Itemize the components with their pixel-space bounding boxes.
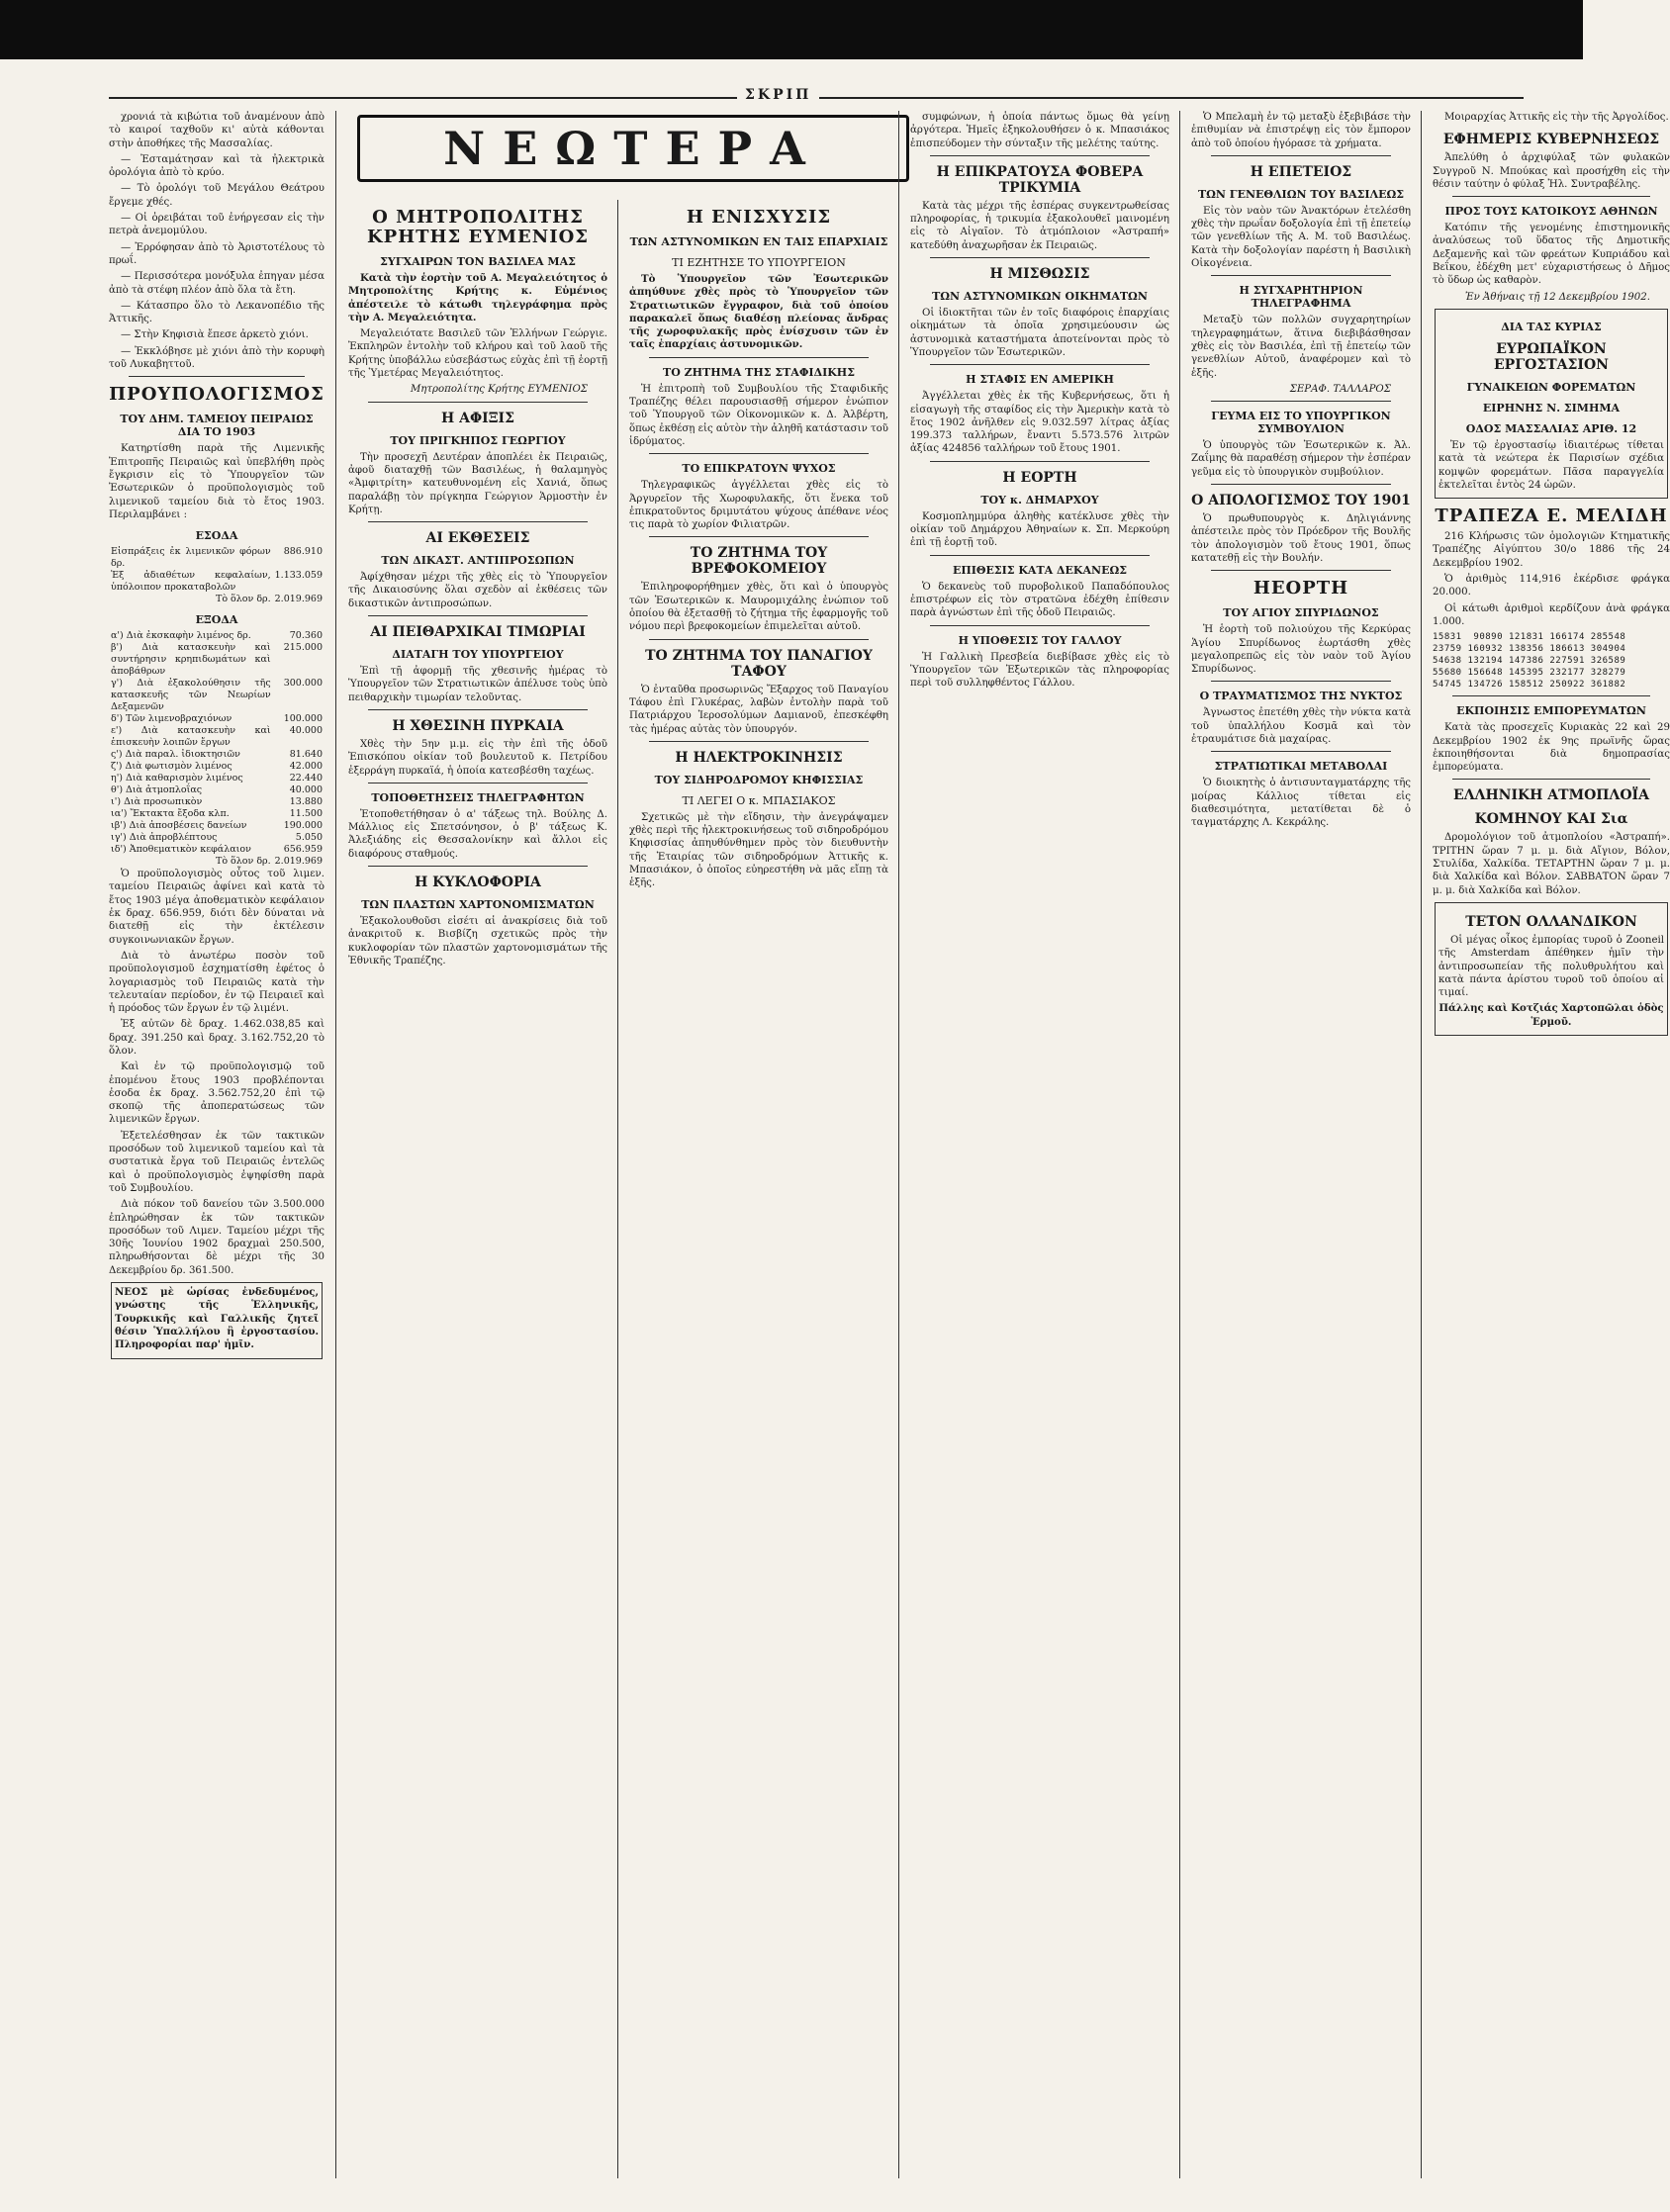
article-paragraph: Ἡ Γαλλικὴ Πρεσβεία διεβίβασε χθὲς εἰς τὸ Ὑπουργεῖον τῶν Ἐξωτερικῶν τὰς πληροφορίας περὶ τοῦ συλληφθέντος Γάλλου. (910, 651, 1169, 690)
divider (649, 536, 869, 537)
row-label: Ἐξ ἀδιαθέτων κεφαλαίων, ὑπόλοιπον προκαταβολῶν (111, 570, 271, 594)
article-headline: ΤΟ ΖΗΤΗΜΑ ΤΗΣ ΣΤΑΦΙΔΙΚΗΣ (663, 365, 855, 379)
row-label: ιβ') Διὰ ἀποσβέσεις δανείων (111, 820, 247, 832)
intro-line: — Τὸ ὀρολόγι τοῦ Μεγάλου Θεάτρου ἔργεμε χθές. (109, 183, 325, 208)
ad-body: Οἱ μέγας οἶκος ἐμπορίας τυροῦ ὁ Zooneil τῆς Amsterdam ἀπέθηκεν ἡμῖν τὴν ἀντιπροσωπείαν τῆς πολυθρυλήτου καὶ κατὰ πάντα ἀρίστου τυροῦ τοῦ ὁποίου αἱ τιμαί. (1438, 934, 1664, 999)
article-paragraph: Ἐτοποθετήθησαν ὁ α' τάξεως τηλ. Βούλης Δ. Μάλλιος εἰς Σπετσόνησον, ὁ β' τάξεως Κ. Ἀλεξιάδης εἰς Θεσσαλονίκην καὶ ἄλλοι εἰς διαφόρους σταθμούς. (348, 808, 607, 860)
row-value: 40.000 (289, 725, 323, 737)
article-subhead: ΤΩΝ ΔΙΚΑΣΤ. ΑΝΤΙΠΡΟΣΩΠΩΝ (381, 554, 575, 568)
article-paragraph: Κατὰ τὰς μέχρι τῆς ἑσπέρας συγκεντρωθείσας πληροφορίας, ἡ τρικυμία ἐξακολουθεῖ μαινομένη εἰς τὸ Αἰγαῖον. Τὸ ἀτμόπλοιον «Ἀστραπή» κατεδύθη ἀναχωρῆσαν ἐκ Πειραιῶς. (910, 200, 1169, 251)
table-row (109, 784, 325, 796)
article-paragraph: Τὴν προσεχῆ Δευτέραν ἀποπλέει ἐκ Πειραιῶς, ἀφοῦ διαταχθῇ τῶν Βασιλέως, ἡ θαλαμηγὸς «Ἀμφιτρίτη» κατευθυνομένη εἰς Χανιά, ὅπως παραλάβῃ τὸν πρίγκηπα Γεώργιον Ἁρμοστὴν ἐν Κρήτῃ. (348, 451, 607, 515)
column-rule (617, 200, 618, 2178)
table-row (109, 844, 325, 856)
article-headline: ΠΡΟΣ ΤΟΥΣ ΚΑΤΟΙΚΟΥΣ ΑΘΗΝΩΝ (1444, 205, 1658, 219)
newspaper-page (109, 111, 1670, 2178)
article-headline: Η ΕΟΡΤΗ (1002, 469, 1077, 486)
article-paragraph: Ἡ ἐπιτροπὴ τοῦ Συμβουλίου τῆς Σταφιδικῆς Τραπέζης θέλει παρουσιασθῇ σήμερον ἐνώπιον τοῦ Ὑπουργοῦ τῶν Οἰκονομικῶν κ. Δ. Ἀλβέρτη, ὅπως ἐκθέσῃ εἰς αὐτὸν τὴν ἀληθῆ κατάστασιν τοῦ ἱδρύματος. (629, 383, 888, 447)
article-paragraph: Ὁ ἐνταῦθα προσωρινῶς Ἔξαρχος τοῦ Παναγίου Τάφου ἐπὶ Γλυκέρας, λαβὼν ἐντολὴν παρὰ τοῦ Πατριάρχου Ἱεροσολύμων Δαμιανοῦ, ἐπεσκέφθη τὰς ἡμέρας αὐτὰς τὸν ὑπουργόν. (629, 684, 888, 735)
article-headline: ΤΟ ΖΗΤΗΜΑ ΤΟΥ ΒΡΕΦΟΚΟΜΕΙΟΥ (690, 545, 828, 578)
article-paragraph: Ἐξετελέσθησαν ἐκ τῶν τακτικῶν προσόδων τοῦ λιμενικοῦ ταμείου καὶ τὰ συστατικὰ ἔργα τοῦ Πειραιῶς ἐντελῶς καὶ ὁ προϋπολογισμὸς ἐψηφίσθη παρὰ τοῦ Συμβουλίου. (109, 1130, 325, 1194)
row-value: 2.019.969 (274, 856, 323, 868)
intro-block (109, 111, 325, 371)
article-subhead: ΤΩΝ ΠΛΑΣΤΩΝ ΧΑΡΤΟΝΟΜΙΣΜΑΤΩΝ (361, 898, 595, 912)
row-value: 42.000 (289, 761, 323, 773)
row-label: ε') Διὰ κατασκευὴν καὶ ἐπισκευὴν λοιπῶν ἔργων (111, 725, 271, 749)
article-paragraph: Οἱ κάτωθι ἀριθμοὶ κερδίζουν ἀνὰ φράγκα 1.000. (1433, 602, 1670, 627)
table-row (109, 594, 325, 605)
article-headline: Ο ΑΠΟΛΟΓΙΣΜΟΣ ΤΟΥ 1901 (1191, 493, 1411, 509)
income-heading: ΕΣΟΔΑ (195, 529, 238, 543)
table-row (109, 570, 325, 594)
article-paragraph: Ἐξ αὐτῶν δὲ δραχ. 1.462.038,85 καὶ δραχ. 391.250 καὶ δραχ. 3.162.752,20 τὸ ὅλον. (109, 1019, 325, 1057)
divider (649, 453, 869, 454)
article-subhead: ΣΥΓΧΑΙΡΩΝ ΤΟΝ ΒΑΣΙΛΕΑ ΜΑΣ (380, 255, 576, 268)
row-label: ι') Διὰ προσωπικὸν (111, 796, 203, 808)
divider (930, 257, 1150, 258)
column-4 (910, 111, 1169, 2178)
article-paragraph: Οἱ ἰδιοκτῆται τῶν ἐν τοῖς διαφόροις ἐπαρχίαις οἰκημάτων τὰ ὁποῖα χρησιμεύουσιν ὡς ἀστυνομικὰ καταστήματα ἀποτείνονται πρὸς τὸ Ὑπουργεῖον τῶν Ἐσωτερικῶν. (910, 308, 1169, 358)
article-paragraph: Ἐπὶ τῇ ἀφορμῇ τῆς χθεσινῆς ἡμέρας τὸ Ὑπουργεῖον τῶν Στρατιωτικῶν ἀπέλυσε τοὺς ὑπὸ πειθαρχικὴν τιμωρίαν τελοῦντας. (348, 666, 607, 703)
article-paragraph: Ἡ ἑορτὴ τοῦ πολιούχου τῆς Κερκύρας Ἁγίου Σπυρίδωνος ἑωρτάσθη χθὲς μεγαλοπρεπῶς εἰς τὸν ναὸν τοῦ Ἁγίου Σπυρίδωνος. (1191, 624, 1411, 676)
ad-title: ΤΕΤΟΝ ΟΛΛΑΝΔΙΚΟΝ (1465, 913, 1637, 930)
article-headline: ΕΠΙΘΕΣΙΣ ΚΑΤΑ ΔΕΚΑΝΕΩΣ (952, 563, 1128, 577)
article-paragraph: Ὁ διοικητὴς ὁ ἀντισυνταγματάρχης τῆς μοίρας Κάλλιος τίθεται εἰς διαθεσιμότητα, μετατίθεται δὲ ὁ ταγματάρχης Λ. Κεκράλης. (1191, 778, 1411, 829)
advertisement (1435, 309, 1668, 499)
article-headline: ΑΙ ΕΚΘΕΣΕΙΣ (425, 530, 530, 547)
running-head (0, 87, 1583, 103)
intro-line: — Κάτασπρο ὅλο τὸ Λεκανοπέδιο τῆς Ἀττικῆς. (109, 300, 325, 325)
article-headline: ΤΟΠΟΘΕΤΗΣΕΙΣ ΤΗΛΕΓΡΑΦΗΤΩΝ (371, 790, 585, 804)
ad-body: Ἐν τῷ ἐργοστασίῳ ἰδιαιτέρως τίθεται κατὰ τὰ νεώτερα ἐκ Παρισίων σχέδια κομψῶν φορεμάτων. Πᾶσα παραγγελία ἐκτελεῖται ἐντὸς 24 ὡρῶν. (1438, 439, 1664, 491)
article-paragraph: Ὁ δεκανεὺς τοῦ πυροβολικοῦ Παπαδόπουλος ἐπιστρέφων εἰς τὸν στρατῶνα ἐδέχθη ἐπίθεσιν παρὰ ἀγνώστων ἐπὶ τῆς ὁδοῦ Πειραιῶς. (910, 581, 1169, 619)
table-row (109, 808, 325, 820)
row-value: 886.910 (283, 546, 323, 558)
article-paragraph: Κατόπιν τῆς γενομένης ἐπιστημονικῆς ἀναλύσεως τοῦ ὕδατος τῆς Δημοτικῆς Δεξαμενῆς καὶ τῶν φρεάτων Κυπριάδου καὶ Βεΐκου, ἐδέχθη μετ' εὐχαριστήσεως ὁ Δῆμος τὸ ὕδωρ ὡς καθαρὸν. (1433, 223, 1670, 287)
article-headline: ΣΤΡΑΤΙΩΤΙΚΑΙ ΜΕΤΑΒΟΛΑΙ (1214, 760, 1388, 774)
row-label: α') Διὰ ἐκσκαφὴν λιμένος δρ. (111, 630, 251, 642)
masthead (351, 111, 915, 190)
row-value: 70.360 (289, 630, 323, 642)
article-headline: ΓΕΥΜΑ ΕΙΣ ΤΟ ΥΠΟΥΡΓΙΚΟΝ ΣΥΜΒΟΥΛΙΟΝ (1211, 410, 1391, 436)
article-headline: Ο ΜΗΤΡΟΠΟΛΙΤΗΣ ΚΡΗΤΗΣ ΕΥΜΕΝΙΟΣ (366, 207, 590, 247)
row-label: ια') Ἔκτακτα ἔξοδα κλπ. (111, 808, 230, 820)
article-paragraph: Τὸ Ὑπουργεῖον τῶν Ἐσωτερικῶν ἀπηύθυνε χθὲς πρὸς τὸ Ὑπουργεῖον τῶν Στρατιωτικῶν ἔγγραφον, διὰ τοῦ ὁποίου παρακαλεῖ ὅπως διαθέσῃ πλείονας ἄνδρας τῆς χωροφυλακῆς πρὸς ἐνίσχυσιν τῶν ἐν ταῖς ἐπαρχίαις ἀστυνομικῶν. (629, 273, 888, 351)
article-headline: Η ΕΝΙΣΧΥΣΙΣ (686, 207, 832, 228)
divider (649, 357, 869, 358)
article-headline: ΕΦΗΜΕΡΙΣ ΚΥΒΕΡΝΗΣΕΩΣ (1442, 132, 1660, 148)
article-headline: ΑΙ ΠΕΙΘΑΡΧΙΚΑΙ ΤΙΜΩΡΙΑΙ (370, 624, 586, 641)
row-label: γ') Διὰ ἐξακολούθησιν τῆς κατασκευῆς τῶν Νεωρίων Δεξαμενῶν (111, 678, 271, 713)
intro-line: — Στὴν Κηφισιὰ ἔπεσε ἀρκετὸ χιόνι. (121, 329, 309, 341)
divider (1452, 196, 1650, 197)
column-rule (1421, 111, 1422, 2178)
article-headline: Η ΚΥΚΛΟΦΟΡΙΑ (415, 875, 541, 891)
article-headline: ΕΚΠΟΙΗΣΙΣ ΕΜΠΟΡΕΥΜΑΤΩΝ (1456, 704, 1646, 718)
article-paragraph: Ὁ ἀριθμὸς 114,916 ἐκέρδισε φράγκα 20.000. (1433, 574, 1670, 599)
article-tagline: ΤΙ ΕΖΗΤΗΣΕ ΤΟ ΥΠΟΥΡΓΕΙΟΝ (672, 256, 846, 269)
article-lead: Κατὰ τὴν ἑορτὴν τοῦ Α. Μεγαλειότητος ὁ Μητροπολίτης Κρήτης κ. Εὐμένιος ἀπέστειλε τὸ κάτωθι τηλεγράφημα πρὸς τὴν Α. Μεγαλειότητα. (348, 272, 607, 323)
row-value: 1.133.059 (274, 570, 323, 582)
lottery-number-row: 54745 134726 158512 250922 361882 (1433, 680, 1626, 691)
row-label: Τὸ ὅλον δρ. (215, 856, 271, 868)
income-table (109, 546, 325, 605)
divider (1211, 484, 1391, 485)
article-subhead: ΤΟΥ ΣΙΔΗΡΟΔΡΟΜΟΥ ΚΗΦΙΣΣΙΑΣ (654, 773, 864, 786)
article-paragraph: Ἀγνωστος ἐπετέθη χθὲς τὴν νύκτα κατὰ τοῦ ὑπαλλήλου Κοσμᾶ καὶ τὸν ἐτραυμάτισε διὰ μαχαίρας. (1191, 707, 1411, 746)
row-label: ς') Διὰ παραλ. ἰδιοκτησιῶν (111, 749, 240, 761)
divider (930, 155, 1150, 156)
ad-owner: ΕΙΡΗΝΗΣ Ν. ΣΙΜΗΜΑ (1482, 401, 1621, 415)
divider (368, 709, 588, 710)
column-5 (1191, 111, 1411, 2178)
row-value: 190.000 (283, 820, 323, 832)
row-value: 13.880 (289, 796, 323, 808)
article-subhead: ΚΟΜΗΝΟΥ ΚΑΙ Σια (1474, 811, 1628, 828)
divider (129, 376, 305, 377)
classified-notice (111, 1282, 323, 1358)
article-paragraph: Μεγαλειότατε Βασιλεῦ τῶν Ἑλλήνων Γεώργιε. Ἐκπληρῶν ἐντολὴν τοῦ κλήρου καὶ τοῦ λαοῦ τῆς Κρήτης ὑποβάλλω εὐσεβάστως εὐχὰς ἐπὶ τῇ ἑορτῇ τῆς Ὑμετέρας Μεγαλειότητος. (348, 328, 607, 380)
column-2 (348, 200, 607, 2178)
table-row (109, 725, 325, 749)
article-paragraph: συμφώνων, ἡ ὁποία πάντως ὅμως θὰ γείνῃ ἀργότερα. Ἡμεῖς ἐξηκολουθήσεν ὁ κ. Μπασιάκος ἐπισπεύδομεν τὴν σύνταξιν τῆς μελέτης ταύτης. (910, 112, 1169, 149)
budget-intro: Κατηρτίσθη παρὰ τῆς Λιμενικῆς Ἐπιτροπῆς Πειραιῶς καὶ ὑπεβλήθη πρὸς ἔγκρισιν εἰς τὸ Ὑπουργεῖον τῶν Ἐσωτερικῶν ὁ προϋπολογισμὸς τοῦ λιμενικοῦ ταμείου διὰ τὸ ἔτος 1903. Περιλαμβάνει : (109, 443, 325, 520)
row-label: ιγ') Διὰ ἀπροβλέπτους (111, 832, 218, 844)
column-rule (335, 111, 336, 2178)
table-row (109, 630, 325, 642)
divider (930, 555, 1150, 556)
divider (1452, 695, 1650, 696)
intro-line: — Ἐσταμάτησαν καὶ τὰ ἠλεκτρικὰ ὀρολόγια ἀπὸ τὸ κρύο. (109, 153, 325, 179)
article-subhead: ΔΙΑΤΑΓΗ ΤΟΥ ΥΠΟΥΡΓΕΙΟΥ (392, 648, 564, 662)
article-subhead: ΤΟΥ ΑΓΙΟΥ ΣΠΥΡΙΔΩΝΟΣ (1223, 606, 1379, 620)
table-row (109, 546, 325, 570)
article-paragraph: 216 Κλήρωσις τῶν ὁμολογιῶν Κτηματικῆς Τραπέζης Αἰγύπτου 30/ο 1886 τῆς 24 Δεκεμβρίου 1902. (1433, 531, 1670, 569)
column-1 (109, 111, 325, 2178)
row-label: Εἰσπράξεις ἐκ λιμενικῶν φόρων δρ. (111, 546, 271, 570)
lottery-number-row: 23759 160932 138356 186613 304904 (1433, 644, 1626, 655)
row-value: 2.019.969 (274, 594, 323, 605)
article-subhead: ΤΩΝ ΑΣΤΥΝΟΜΙΚΩΝ ΟΙΚΗΜΑΤΩΝ (932, 290, 1148, 304)
column-rule (898, 111, 899, 2178)
lottery-number-row: 54638 132194 147386 227591 326589 (1433, 656, 1626, 667)
ad-tagline: ΓΥΝΑΙΚΕΙΩΝ ΦΟΡΕΜΑΤΩΝ (1466, 380, 1636, 394)
table-row (109, 713, 325, 725)
article-headline: Η ΜΙΣΘΩΣΙΣ (989, 266, 1090, 283)
row-label: δ') Τῶν λιμενοβραχιόνων (111, 713, 232, 725)
article-paragraph: Ἀπελύθη ὁ ἀρχιφύλαξ τῶν φυλακῶν Συγγροῦ Ν. Μπούκας καὶ προσήχθη εἰς τὴν θέσιν ταύτην ὁ φύλαξ Ἠλ. Συντραβέλης. (1433, 152, 1670, 190)
table-row (109, 642, 325, 678)
article-paragraph: Διὰ τὸ ἀνωτέρω ποσὸν τοῦ προϋπολογισμοῦ ἐσχηματίσθη ἐφέτος ὁ λογαριασμὸς τοῦ Πειραιῶς κατὰ τὴν τελευταίαν περίοδον, ἐν τῷ Πειραιεῖ καὶ ἡ πρόοδος τῶν ἔργων ἐν τῷ λιμένι. (109, 950, 325, 1015)
divider (930, 461, 1150, 462)
ad-title: ΔΙΑ ΤΑΣ ΚΥΡΙΑΣ (1501, 320, 1602, 333)
article-paragraph: Διὰ πόκον τοῦ δανείου τῶν 3.500.000 ἐπληρώθησαν ἐκ τῶν τακτικῶν προσόδων τοῦ Λιμεν. Ταμείου μέχρι τῆς 30ῆς Ἰουνίου 1902 δραχμαὶ 250.500, πληρωθήσονται δὲ μέχρι τῆς 30 Δεκεμβρίου δρ. 361.500. (109, 1199, 325, 1276)
row-label: ζ') Διὰ φωτισμὸν λιμένος (111, 761, 232, 773)
article-paragraph: Ἐπιληροφορήθημεν χθὲς, ὅτι καὶ ὁ ὑπουργὸς τῶν Ἐσωτερικῶν κ. Μαυρομιχάλης ἐνώπιον τοῦ ὁποίου θὰ ἐξετασθῇ τὸ ζήτημα τῆς ἐφαρμογῆς τοῦ νόμου περὶ βρεφοκομείων ἐπιμελεῖται αὐτοῦ. (629, 582, 888, 633)
divider (368, 402, 588, 403)
article-paragraph: Μεταξὺ τῶν πολλῶν συγχαρητηρίων τηλεγραφημάτων, ἅτινα διεβιβάσθησαν χθὲς εἰς τὸν Βασιλέα, ἐπὶ τῇ ἐπετείῳ τῶν γενεθλίων Αὐτοῦ, ἀναφέρομεν καὶ τὸ ἑξῆς. (1191, 315, 1411, 379)
row-value: 11.500 (289, 808, 323, 820)
article-paragraph: Σχετικῶς μὲ τὴν εἴδησιν, τὴν ἀνεγράψαμεν χθὲς περὶ τῆς ἠλεκτροκινήσεως τοῦ σιδηροδρόμου Κηφισσίας ἀπηυθύνθημεν πρὸς τὸν διευθυντὴν τῆς Ἑταιρίας τῶν σιδηροδρόμων Ἀττικῆς κ. Μπασιάκον, ὁ ὁποῖος εὐηρεστήθη νὰ μᾶς εἴπῃ τὰ ἑξῆς. (629, 811, 888, 889)
expense-table (109, 630, 325, 868)
row-label: Τὸ ὅλον δρ. (215, 594, 271, 605)
article-headline: Η ΥΠΟΘΕΣΙΣ ΤΟΥ ΓΑΛΛΟΥ (958, 633, 1122, 647)
notice-text: ΝΕΟΣ μὲ ὡρίσας ἐνδεδυμένος, γνώστης τῆς Ἑλληνικῆς, Τουρκικῆς καὶ Γαλλικῆς ζητεῖ θέσιν Ὑπαλλήλου ἢ ἐργοστασίου. Πληροφορίαι παρ' ἡμῖν. (115, 1286, 319, 1351)
table-row (109, 796, 325, 808)
expense-heading: ΕΞΟΔΑ (195, 613, 238, 627)
article-paragraph: Κατὰ τὰς προσεχεῖς Κυριακὰς 22 καὶ 29 Δεκεμβρίου 1902 ἐκ 9ης πρωϊνῆς ὥρας ἐκποιηθήσονται διὰ δημοπρασίας ἐμπορεύματα. (1433, 722, 1670, 774)
intro-line: — Ἐρρόφησαν ἀπὸ τὸ Ἀριστοτέλους τὸ πρωΐ. (109, 241, 325, 266)
article-headline: Ο ΤΡΑΥΜΑΤΙΣΜΟΣ ΤΗΣ ΝΥΚΤΟΣ (1199, 690, 1403, 703)
article-paragraph: Κοσμοπλημμύρα ἀληθὴς κατέκλυσε χθὲς τὴν οἰκίαν τοῦ Δημάρχου Ἀθηναίων κ. Σπ. Μερκούρη ἐπὶ τῇ ἑορτῇ τοῦ. (910, 510, 1169, 549)
article-headline: Η ΧΘΕΣΙΝΗ ΠΥΡΚΑΙΑ (392, 717, 564, 734)
table-row (109, 678, 325, 713)
table-row (109, 761, 325, 773)
article-headline: Η ΣΥΓΧΑΡΗΤΗΡΙΟΝ ΤΗΛΕΓΡΑΦΗΜΑ (1239, 284, 1363, 311)
article-paragraph: Ὁ προϋπολογισμὸς οὗτος τοῦ λιμεν. ταμείου Πειραιῶς ἀφίνει καὶ κατὰ τὸ ἔτος 1903 μέγα ἀποθεματικὸν κεφάλαιον ἐκ δραχ. 656.959, διότι δὲν δύναται νὰ διατεθῇ εἰς τὴν ἐκτέλεσιν συγκοινωνιακῶν ἔργων. (109, 869, 325, 946)
ad-address: ΟΔΟΣ ΜΑΣΣΑΛΙΑΣ ΑΡΙΘ. 12 (1465, 421, 1637, 435)
article-paragraph: Τηλεγραφικῶς ἀγγέλλεται χθὲς εἰς τὸ Ἀργυρεῖον τῆς Χωροφυλακῆς, ὅτι ἕνεκα τοῦ ἐπικρατοῦντος δριμυτάτου ψύχους ἀπέθανε νέος τις παρὰ τὸ χωρίον Φιλιατρῶν. (629, 480, 888, 531)
article-subhead: ΤΟΥ κ. ΔΗΜΑΡΧΟΥ (980, 493, 1099, 507)
intro-line: — Περισσότερα μονόξυλα ἐπηγαν μέσα ἀπὸ τὰ στέφη πλέον ἀπὸ ὅλα τὰ ἔτη. (109, 271, 325, 296)
row-value: 100.000 (283, 713, 323, 725)
article-paragraph: Ἀφίχθησαν μέχρι τῆς χθὲς εἰς τὸ Ὑπουργεῖον τῆς Δικαιοσύνης ὅλαι σχεδὸν αἱ ἐκθέσεις τῶν δικαστικῶν ἀντιπροσώπων. (348, 572, 607, 609)
divider (1211, 275, 1391, 276)
divider (368, 866, 588, 867)
article-headline: ΤΟ ΖΗΤΗΜΑ ΤΟΥ ΠΑΝΑΓΙΟΥ ΤΑΦΟΥ (645, 647, 873, 680)
intro-line: χρονιά τὰ κιβώτια τοῦ ἀναμένουν ἀπὸ τὸ καιροί ταχθοῦν κι' αὐτὰ κάθονται στὴν ἀποθήκες τῆς Μασσαλίας. (109, 112, 325, 149)
notice-date: Ἐν Ἀθήναις τῇ 12 Δεκεμβρίου 1902. (1464, 291, 1650, 303)
divider (1211, 570, 1391, 571)
article-paragraph: Ἐξακολουθοῦσι εἰσέτι αἱ ἀνακρίσεις διὰ τοῦ ἀνακριτοῦ κ. Βισβίζη σχετικῶς πρὸς τὴν κυκλοφορίαν τῶν πλαστῶν χαρτονομισμάτων τῆς Ἐθνικῆς Τραπέζης. (348, 916, 607, 967)
masthead-title: ΝΕΩΤΕΡΑ (357, 115, 909, 182)
column-rule (1179, 111, 1180, 2178)
article-headline: Η ΗΛΕΚΤΡΟΚΙΝΗΣΙΣ (675, 749, 843, 766)
intro-line: — Οἱ ὀρειβάται τοῦ ἐνήργεσαν εἰς τὴν πετρὰ ἀνεμομύλου. (109, 213, 325, 237)
article-paragraph: Ὁ πρωθυπουργὸς κ. Δηλιγιάννης ἀπέστειλε πρὸς τὸν Πρόεδρον τῆς Βουλῆς τὸν ἀπολογισμὸν τοῦ ἔτους 1901, ὅπως κατατεθῇ εἰς τὴν Βουλήν. (1191, 513, 1411, 564)
divider (930, 625, 1150, 626)
row-value: 40.000 (289, 784, 323, 796)
article-paragraph: Χθὲς τὴν 5ην μ.μ. εἰς τὴν ἐπὶ τῆς ὁδοῦ Ἐπισκόπου οἰκίαν τοῦ βουλευτοῦ κ. Πετρίδου ἐξερράγη πυρκαϊά, ἡ ὁποία κατεσβέσθη ταχέως. (348, 738, 607, 777)
article-paragraph: Ὁ ὑπουργὸς τῶν Ἐσωτερικῶν κ. Ἀλ. Ζαΐμης θὰ παραθέσῃ σήμερον τὴν ἑσπέραν γεῦμα εἰς τὸ ὑπουργικὸν συμβούλιον. (1191, 440, 1411, 478)
article-headline: Η ΕΠΕΤΕΙΟΣ (1250, 163, 1352, 180)
article-subhead: ΤΩΝ ΑΣΤΥΝΟΜΙΚΩΝ ΕΝ ΤΑΙΣ ΕΠΑΡΧΙΑΙΣ (629, 235, 888, 248)
signature: Μητροπολίτης Κρήτης ΕΥΜΕΝΙΟΣ (410, 384, 588, 396)
article-paragraph: Ὁ Μπελαμὴ ἐν τῷ μεταξὺ ἐξεβιβάσε τὴν ἐπιθυμίαν νὰ ἐπιστρέψῃ εἰς τὸν ἔμπορον ἀπὸ τοῦ ὁποίου ἠγόρασε τὰ χρήματα. (1191, 112, 1411, 149)
article-subhead: ΤΟΥ ΠΡΙΓΚΗΠΟΣ ΓΕΩΡΓΙΟΥ (390, 433, 566, 447)
lottery-number-row: 55680 156648 145395 232177 328279 (1433, 668, 1626, 679)
lottery-number-row: 15831 90890 121831 166174 285548 (1433, 632, 1626, 643)
row-value: 300.000 (283, 678, 323, 690)
divider (649, 639, 869, 640)
article-headline: ΕΛΛΗΝΙΚΗ ΑΤΜΟΠΛΟΪΑ (1453, 787, 1649, 804)
row-value: 5.050 (295, 832, 323, 844)
article-headline: ΤΟ ΕΠΙΚΡΑΤΟΥΝ ΨΥΧΟΣ (682, 462, 836, 476)
article-headline: Η ΑΦΙΞΙΣ (440, 410, 514, 426)
article-headline: ΗΕΟΡΤΗ (1252, 578, 1349, 599)
divider (1211, 751, 1391, 752)
advertisement (1435, 902, 1668, 1036)
top-black-bar (0, 0, 1583, 59)
article-paragraph: Δρομολόγιον τοῦ ἀτμοπλοίου «Ἀστραπή». ΤΡΙΤΗΝ ὥραν 7 μ. μ. διὰ Αἴγιον, Βόλον, Στυλίδα, Χαλκίδα. ΤΕΤΑΡΤΗΝ ὥραν 7 μ. μ. διὰ Χαλκίδα καὶ Βόλον. ΣΑΒΒΑΤΟΝ ὥραν 7 μ. μ. διὰ Χαλκίδα καὶ Βόλον. (1433, 832, 1670, 896)
intro-line: — Ἐκκλόβησε μὲ χιόνι ἀπὸ τὴν κορυφὴ τοῦ Λυκαβηττοῦ. (109, 345, 325, 371)
budget-title: ΠΡΟΥΠΟΛΟΓΙΣΜΟΣ (109, 384, 325, 406)
article-paragraph: Μοιραρχίας Ἀττικῆς εἰς τὴν τῆς Ἀργολίδος. (1444, 112, 1669, 123)
row-value: 215.000 (283, 642, 323, 654)
row-value: 22.440 (289, 773, 323, 784)
table-row (109, 820, 325, 832)
signature: ΣΕΡΑΦ. ΤΑΛΛΑΡΟΣ (1289, 383, 1391, 395)
row-label: θ') Διὰ ἀτμοπλοΐας (111, 784, 203, 796)
divider (1452, 779, 1650, 780)
divider (368, 615, 588, 616)
divider (1211, 155, 1391, 156)
divider (368, 521, 588, 522)
column-6 (1433, 111, 1670, 2178)
row-label: η') Διὰ καθαρισμὸν λιμένος (111, 773, 243, 784)
article-tagline: ΤΙ ΛΕΓΕΙ Ο κ. ΜΠΑΣΙΑΚΟΣ (682, 793, 836, 807)
budget-subtitle: ΤΟΥ ΔΗΜ. ΤΑΜΕΙΟΥ ΠΕΙΡΑΙΩΣ ΔΙΑ ΤΟ 1903 (120, 413, 314, 439)
article-subhead: ΤΩΝ ΓΕΝΕΘΛΙΩΝ ΤΟΥ ΒΑΣΙΛΕΩΣ (1197, 187, 1405, 201)
table-row (109, 856, 325, 868)
table-row (109, 832, 325, 844)
column-3 (629, 200, 888, 2178)
divider (1211, 401, 1391, 402)
article-headline: ΤΡΑΠΕΖΑ Ε. ΜΕΛΙΔΗ (1435, 506, 1668, 527)
article-headline: Η ΕΠΙΚΡΑΤΟΥΣΑ ΦΟΒΕΡΑ ΤΡΙΚΥΜΙΑ (936, 163, 1144, 196)
article-paragraph: Καὶ ἐν τῷ προϋπολογισμῷ τοῦ ἐπομένου ἔτους 1903 προβλέπονται ἐσοδα ἐκ δραχ. 3.562.752,20 ἐπὶ τῷ σκοπῷ τῆς ἀποπερατώσεως τῶν λιμενικῶν ἔργων. (109, 1061, 325, 1126)
table-row (109, 749, 325, 761)
divider (930, 364, 1150, 365)
row-value: 656.959 (283, 844, 323, 856)
paper-name: ΣΚΡΙΠ (737, 87, 819, 103)
ad-subtitle: ΕΥΡΩΠΑΪΚΟΝ ΕΡΓΟΣΤΑΣΙΟΝ (1494, 340, 1609, 373)
row-label: ιδ') Ἀποθεματικὸν κεφάλαιον (111, 844, 251, 856)
article-paragraph: Εἰς τὸν ναὸν τῶν Ἀνακτόρων ἐτελέσθη χθὲς τὴν πρωΐαν δοξολογία ἐπὶ τῇ ἐπετείῳ τῶν γενεθλίων τῆς Α. Μ. τοῦ Βασιλέως. Κατὰ τὴν δοξολογίαν παρέστη ἡ Βασιλικὴ Οἰκογένεια. (1191, 205, 1411, 270)
article-headline: Η ΣΤΑΦΙΣ ΕΝ ΑΜΕΡΙΚΗ (966, 373, 1114, 387)
divider (649, 741, 869, 742)
ad-footer: Πάλλης καὶ Κοτζιάς Χαρτοπῶλαι ὁδὸς Ἑρμοῦ. (1438, 1002, 1664, 1028)
table-row (109, 773, 325, 784)
article-paragraph: Ἀγγέλλεται χθὲς ἐκ τῆς Κυβερνήσεως, ὅτι ἡ εἰσαγωγὴ τῆς σταφίδος εἰς τὴν Ἀμερικὴν κατὰ τὸ ἔτος 1902 ἀνῆλθεν εἰς 9.032.597 λίτρας ἀξίας 199.373 ταλλήρων, ἔναντι 5.573.576 λιτρῶν ἀξίας 424856 ταλλήρων τοῦ ἔτους 1901. (910, 391, 1169, 455)
divider (1211, 681, 1391, 682)
row-value: 81.640 (289, 749, 323, 761)
row-label: β') Διὰ κατασκευὴν καὶ συντήρησιν κρηπιδωμάτων καὶ ἀποβάθρων (111, 642, 271, 678)
